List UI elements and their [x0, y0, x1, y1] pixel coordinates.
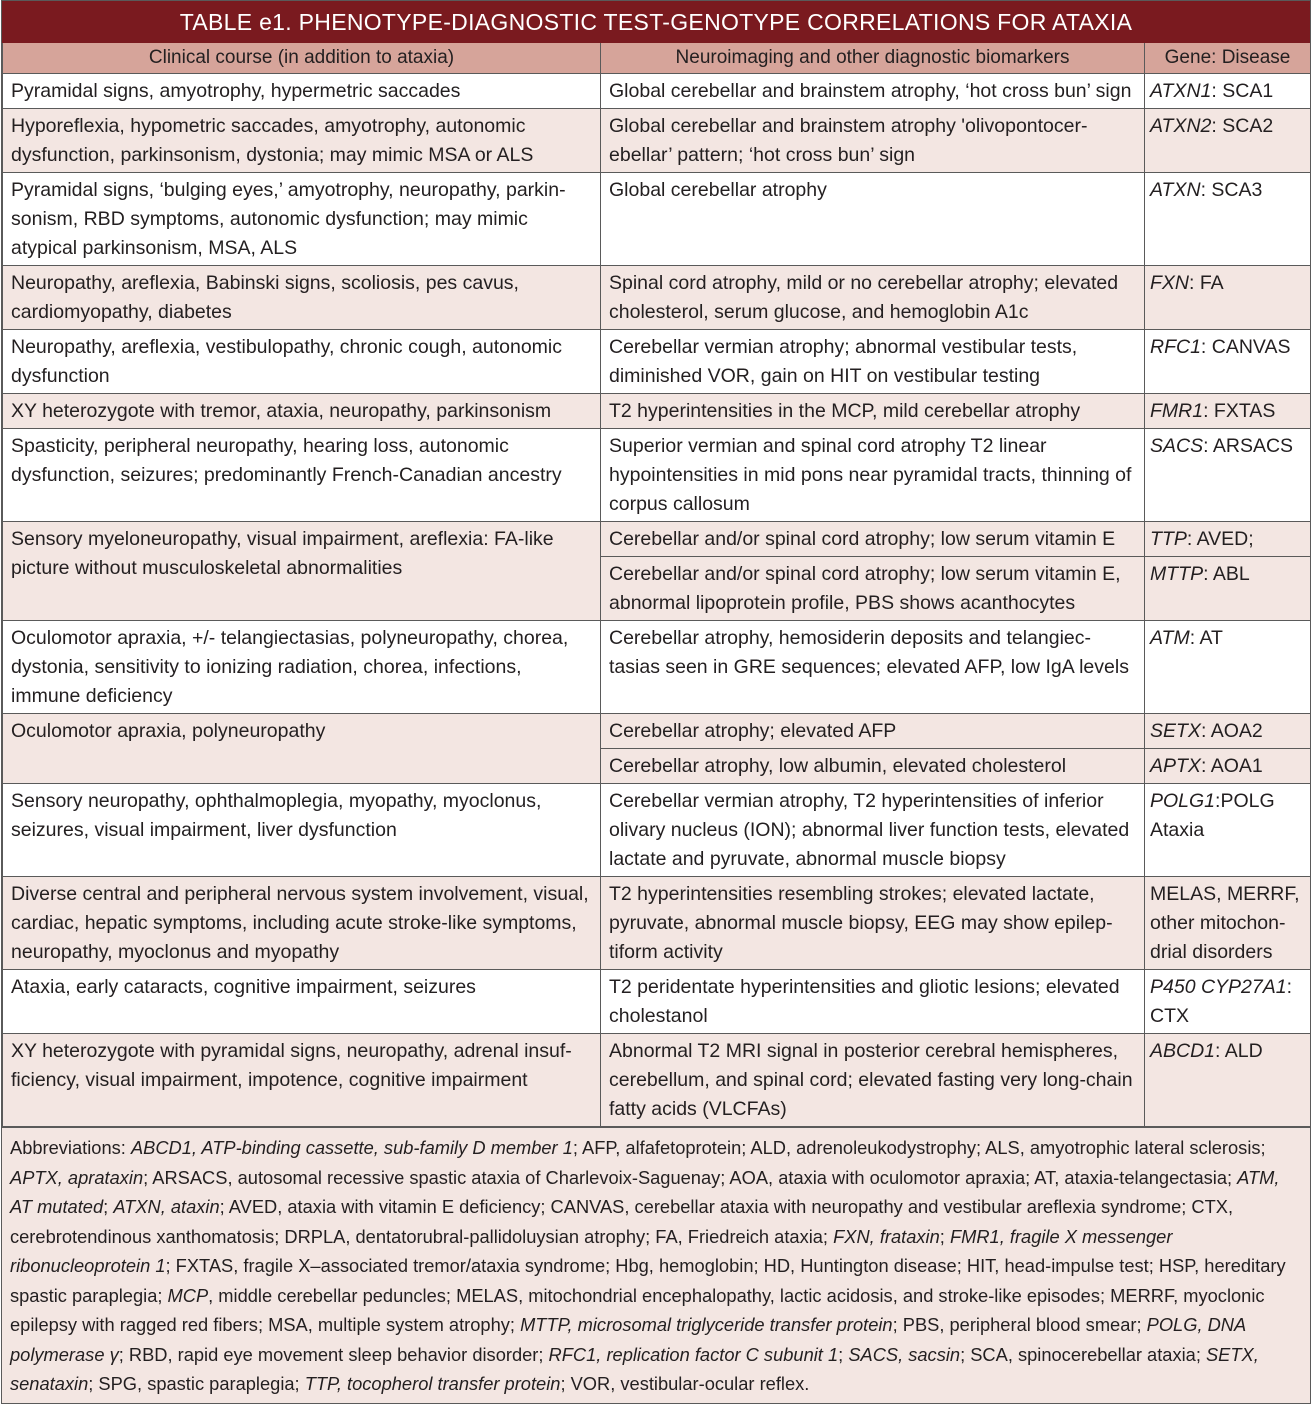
table-row	[3, 522, 1311, 557]
gene-disease-cell	[1145, 621, 1311, 714]
disease-name: : AOA2	[1200, 720, 1263, 742]
gene-symbol: ATM	[1150, 627, 1190, 649]
footnote-text: ;	[838, 1343, 849, 1365]
biomarker-cell: T2 hyperintensities in the MCP, mild cerebellar atrophy	[601, 394, 1145, 429]
footnote-term: APTX, aprataxin	[10, 1166, 144, 1188]
table-row	[3, 429, 1311, 522]
disease-name: : AT	[1189, 627, 1223, 649]
gene-symbol: MTTP	[1150, 563, 1204, 585]
gene-symbol: SACS	[1150, 435, 1204, 457]
clinical-course-cell: Hyporeflexia, hypometric saccades, amyotrophy, autonomic dysfunction, parkinsonism, dystonia; may mimic MSA or ALS	[3, 109, 601, 173]
table-row	[3, 173, 1311, 266]
gene-symbol: ATXN	[1150, 179, 1201, 201]
biomarker-cell: Cerebellar and/or spinal cord atrophy; low serum vitamin E, abnormal lipoprotein profile, PBS shows acanthocytes	[601, 557, 1145, 621]
gene-disease-cell	[1145, 784, 1311, 877]
footnote-text: ; ARSACS, autosomal recessive spastic ataxia of Charlevoix-Saguenay; AOA, ataxia with oculomotor apraxia; AT, ataxia-telangectasia;	[143, 1166, 1238, 1188]
clinical-course-cell: Pyramidal signs, amyotrophy, hypermetric saccades	[3, 74, 601, 109]
table-row	[3, 877, 1311, 970]
ataxia-table-container	[1, 0, 1311, 1404]
gene-disease-cell	[1145, 266, 1311, 330]
footnote-term: FXN, frataxin	[833, 1225, 940, 1247]
gene-disease-cell	[1145, 749, 1311, 784]
table-row	[3, 784, 1311, 877]
disease-name: : SCA3	[1200, 179, 1263, 201]
disease-name: : FXTAS	[1203, 400, 1276, 422]
disease-name: : ARSACS	[1203, 435, 1294, 457]
footnote-term: POLG, DNA polymerase γ	[10, 1314, 1246, 1365]
footnote-term: MTTP, microsomal triglyceride transfer protein	[520, 1314, 893, 1335]
gene-symbol: P450 CYP27A1	[1150, 976, 1287, 998]
table-title: TABLE e1. PHENOTYPE-DIAGNOSTIC TEST-GENOTYPE CORRELATIONS FOR ATAXIA	[2, 1, 1310, 43]
biomarker-cell: Cerebellar vermian atrophy, T2 hyperintensities of inferior olivary nucleus (ION); abnormal liver function tests, elevated lactate and pyruvate, abnormal muscle biopsy	[601, 784, 1145, 877]
gene-disease-cell	[1145, 74, 1311, 109]
biomarker-cell: Cerebellar atrophy, low albumin, elevated cholesterol	[601, 749, 1145, 784]
clinical-course-cell: Neuropathy, areflexia, vestibulopathy, chronic cough, autonomic dysfunction	[3, 330, 601, 394]
table-row	[3, 266, 1311, 330]
footnote-term: MCP	[167, 1284, 209, 1306]
clinical-course-cell: XY heterozygote with pyramidal signs, neuropathy, adrenal insuf-ficiency, visual impairment, impotence, cognitive impairment	[3, 1034, 601, 1127]
biomarker-cell: Abnormal T2 MRI signal in posterior cerebral hemispheres, cerebellum, and spinal cord; elevated fasting very long-chain fatty acids (VLCFAs)	[601, 1034, 1145, 1127]
clinical-course-cell: Sensory myeloneuropathy, visual impairment, areflexia: FA-like picture without musculoskeletal abnormalities	[3, 522, 601, 621]
gene-symbol: TTP	[1150, 528, 1187, 550]
clinical-course-cell: Sensory neuropathy, ophthalmoplegia, myopathy, myoclonus, seizures, visual impairment, liver dysfunction	[3, 784, 601, 877]
footnote-text: ; AVED, ataxia with vitamin E deficiency; CANVAS, cerebellar ataxia with neuropathy and vestibular areflexia syndrome; CTX, cerebrotendinous xanthomatosis; DRPLA, dentatorubral-pallidoluysian atrophy; FA, Friedreich ataxia;	[10, 1196, 1234, 1247]
footnote-term: ATXN, ataxin	[113, 1196, 220, 1217]
gene-symbol: POLG1	[1150, 790, 1216, 812]
table-row	[3, 109, 1311, 173]
biomarker-cell: Cerebellar vermian atrophy; abnormal vestibular tests, diminished VOR, gain on HIT on vestibular testing	[601, 330, 1145, 394]
biomarker-cell: Global cerebellar and brainstem atrophy, ‘hot cross bun’ sign	[601, 74, 1145, 109]
table-row	[3, 394, 1311, 429]
gene-disease-cell	[1145, 877, 1311, 970]
gene-disease-cell	[1145, 970, 1311, 1034]
gene-symbol: SETX	[1150, 720, 1201, 742]
footnote-text: ; RBD, rapid eye movement sleep behavior disorder;	[118, 1343, 549, 1365]
header-row	[3, 43, 1311, 74]
gene-disease-cell	[1145, 330, 1311, 394]
biomarker-cell: Cerebellar atrophy, hemosiderin deposits and telangiec-tasias seen in GRE sequences; elevated AFP, low IgA levels	[601, 621, 1145, 714]
footnote-text: ; SCA, spinocerebellar ataxia;	[960, 1343, 1206, 1365]
footnote-term: RFC1, replication factor C subunit 1	[548, 1343, 839, 1365]
gene-symbol: RFC1	[1150, 336, 1201, 358]
gene-disease-cell	[1145, 429, 1311, 522]
correlation-table	[2, 43, 1311, 1127]
gene-disease-cell	[1145, 1034, 1311, 1127]
disease-name: : ALD	[1215, 1040, 1263, 1062]
disease-name: : CANVAS	[1200, 336, 1291, 358]
biomarker-cell: Superior vermian and spinal cord atrophy T2 linear hypointensities in mid pons near pyramidal tracts, thinning of corpus callosum	[601, 429, 1145, 522]
clinical-course-cell: Ataxia, early cataracts, cognitive impairment, seizures	[3, 970, 601, 1034]
footnote-text: ;	[939, 1225, 950, 1247]
footnote-text: ;	[103, 1196, 114, 1217]
gene-disease-cell	[1145, 173, 1311, 266]
table-row	[3, 970, 1311, 1034]
gene-symbol: FXN	[1150, 272, 1189, 294]
clinical-course-cell: Oculomotor apraxia, polyneuropathy	[3, 714, 601, 784]
gene-symbol: APTX	[1150, 755, 1201, 777]
biomarker-cell: Cerebellar atrophy; elevated AFP	[601, 714, 1145, 749]
footnote-text: ; FXTAS, fragile X–associated tremor/ataxia syndrome; Hbg, hemoglobin; HD, Huntington disease; HIT, head-impulse test; HSP, hereditary spastic paraplegia;	[10, 1255, 1286, 1306]
clinical-course-cell: Pyramidal signs, ‘bulging eyes,’ amyotrophy, neuropathy, parkin-sonism, RBD symptoms, autonomic dysfunction; may mimic atypical parkinsonism, MSA, ALS	[3, 173, 601, 266]
disease-name: : ABL	[1203, 563, 1250, 585]
header-neuroimaging: Neuroimaging and other diagnostic biomarkers	[601, 43, 1145, 74]
table-row	[3, 714, 1311, 749]
gene-symbol: ABCD1	[1150, 1040, 1216, 1062]
gene-symbol: ATXN1	[1150, 80, 1212, 102]
disease-name: : AVED;	[1186, 528, 1254, 550]
footnote-text: ; AFP, alfafetoprotein; ALD, adrenoleukodystrophy; ALS, amyotrophic lateral sclerosis;	[572, 1137, 1266, 1158]
clinical-course-cell: XY heterozygote with tremor, ataxia, neuropathy, parkinsonism	[3, 394, 601, 429]
disease-name: : SCA1	[1211, 80, 1274, 102]
footnote-term: ABCD1, ATP-binding cassette, sub-family D member 1	[130, 1137, 573, 1158]
biomarker-cell: Global cerebellar and brainstem atrophy 'olivopontocer-ebellar’ pattern; ‘hot cross bun’ sign	[601, 109, 1145, 173]
table-row	[3, 621, 1311, 714]
biomarker-cell: Spinal cord atrophy, mild or no cerebellar atrophy; elevated cholesterol, serum glucose, and hemoglobin A1c	[601, 266, 1145, 330]
footnote-text: ; SPG, spastic paraplegia;	[88, 1373, 305, 1394]
clinical-course-cell: Neuropathy, areflexia, Babinski signs, scoliosis, pes cavus, cardiomyopathy, diabetes	[3, 266, 601, 330]
gene-disease-cell	[1145, 394, 1311, 429]
footnote-text: ; PBS, peripheral blood smear;	[892, 1314, 1147, 1335]
disease-name: : CTX	[1150, 976, 1293, 1027]
gene-disease-cell	[1145, 557, 1311, 621]
disease-name: : SCA2	[1211, 115, 1274, 137]
abbreviations-footnote	[2, 1127, 1310, 1403]
biomarker-cell: T2 hyperintensities resembling strokes; elevated lactate, pyruvate, abnormal muscle biopsy, EEG may show epilep-tiform activity	[601, 877, 1145, 970]
footnote-term: SETX, senataxin	[10, 1343, 1259, 1394]
disease-name: : FA	[1189, 272, 1224, 294]
disease-name: :POLG Ataxia	[1150, 790, 1275, 841]
clinical-course-cell: Diverse central and peripheral nervous system involvement, visual, cardiac, hepatic symptoms, including acute stroke-like symptoms, neuropathy, myoclonus and myopathy	[3, 877, 601, 970]
header-clinical-course: Clinical course (in addition to ataxia)	[3, 43, 601, 74]
disease-name: MELAS, MERRF, other mitochon-drial disorders	[1150, 883, 1300, 963]
footnote-text: , middle cerebellar peduncles; MELAS, mitochondrial encephalopathy, lactic acidosis, and stroke-like episodes; MERRF, myoclonic epilepsy with ragged red fibers; MSA, multiple system atrophy;	[10, 1284, 1265, 1335]
table-row	[3, 74, 1311, 109]
disease-name: : AOA1	[1200, 755, 1263, 777]
table-row	[3, 1034, 1311, 1127]
table-row	[3, 330, 1311, 394]
biomarker-cell: T2 peridentate hyperintensities and gliotic lesions; elevated cholestanol	[601, 970, 1145, 1034]
gene-disease-cell	[1145, 714, 1311, 749]
biomarker-cell: Cerebellar and/or spinal cord atrophy; low serum vitamin E	[601, 522, 1145, 557]
biomarker-cell: Global cerebellar atrophy	[601, 173, 1145, 266]
footnote-text: ; VOR, vestibular-ocular reflex.	[560, 1373, 810, 1394]
gene-disease-cell	[1145, 109, 1311, 173]
gene-symbol: ATXN2	[1150, 115, 1212, 137]
footnote-text: Abbreviations:	[10, 1137, 131, 1158]
footnote-term: TTP, tocopherol transfer protein	[304, 1373, 561, 1394]
gene-symbol: FMR1	[1150, 400, 1204, 422]
clinical-course-cell: Spasticity, peripheral neuropathy, hearing loss, autonomic dysfunction, seizures; predominantly French-Canadian ancestry	[3, 429, 601, 522]
gene-disease-cell	[1145, 522, 1311, 557]
header-gene-disease: Gene: Disease	[1145, 43, 1311, 74]
footnote-term: FMR1, fragile X messenger ribonucleoprotein 1	[10, 1225, 1173, 1276]
clinical-course-cell: Oculomotor apraxia, +/- telangiectasias, polyneuropathy, chorea, dystonia, sensitivity to ionizing radiation, chorea, infections, immune deficiency	[3, 621, 601, 714]
footnote-term: SACS, sacsin	[848, 1343, 961, 1365]
footnote-term: ATM, AT mutated	[10, 1166, 1280, 1217]
